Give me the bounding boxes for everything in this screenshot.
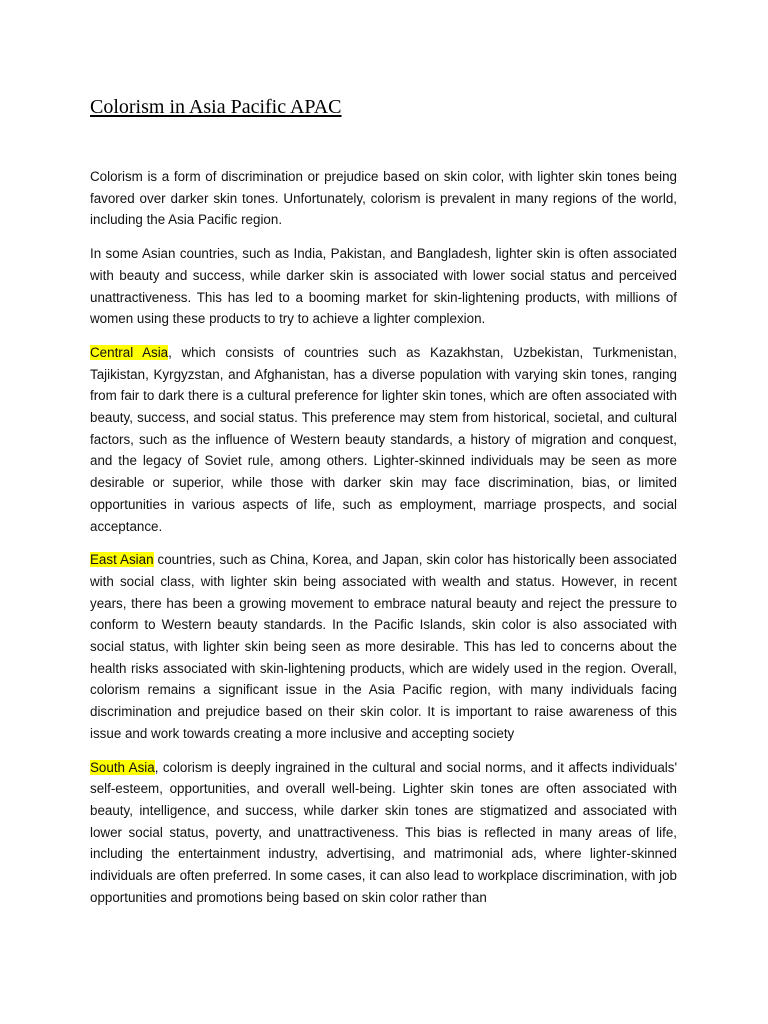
paragraph-east-asia	[90, 549, 677, 744]
paragraph-text: , colorism is deeply ingrained in the cultural and social norms, and it affects individuals' self-esteem, opportunities, and overall well-being. Lighter skin tones are often associated with beauty, intelligence, and success, while darker skin tones are stigmatized and associated with lower social status, poverty, and unattractiveness. This bias is reflected in many areas of life, including the entertainment industry, advertising, and matrimonial ads, where lighter-skinned individuals are often preferred. In some cases, it can also lead to workplace discrimination, with job opportunities and promotions being based on skin color rather than	[90, 759, 677, 905]
highlighted-term: East Asian	[90, 552, 154, 568]
paragraph-text: Colorism is a form of discrimination or prejudice based on skin color, with lighter skin tones being favored over darker skin tones. Unfortunately, colorism is prevalent in many regions of the world, including the Asia Pacific region.	[90, 169, 677, 228]
page-title: Colorism in Asia Pacific APAC	[90, 96, 342, 118]
document-body	[90, 166, 677, 921]
paragraph-text: countries, such as China, Korea, and Japan, skin color has historically been associated with social class, with lighter skin being associated with wealth and status. However, in recent years, there has been a growing movement to embrace natural beauty and reject the pressure to conform to Western beauty standards. In the Pacific Islands, skin color is also associated with social status, with lighter skin being seen as more desirable. This has led to concerns about the health risks associated with skin-lightening products, which are widely used in the region. Overall, colorism remains a significant issue in the Asia Pacific region, with many individuals facing discrimination and prejudice based on their skin color. It is important to raise awareness of this issue and work towards creating a more inclusive and accepting society	[90, 552, 678, 741]
paragraph-text: , which consists of countries such as Kazakhstan, Uzbekistan, Turkmenistan, Tajikistan, Kyrgyzstan, and Afghanistan, has a diverse population with varying skin tones, ranging from fair to dark there is a cultural preference for lighter skin tones, which are often associated with beauty, success, and social status. This preference may stem from historical, societal, and cultural factors, such as the influence of Western beauty standards, a history of migration and conquest, and the legacy of Soviet rule, among others. Lighter-skinned individuals may be seen as more desirable or superior, while those with darker skin may face discrimination, bias, or limited opportunities in various aspects of life, such as employment, marriage prospects, and social acceptance.	[90, 344, 677, 534]
highlighted-term: South Asia	[90, 759, 155, 775]
paragraph-intro	[90, 166, 677, 231]
paragraph-text: In some Asian countries, such as India, Pakistan, and Bangladesh, lighter skin is often associated with beauty and success, while darker skin is associated with lower social status and perceived unattractiveness. This has led to a booming market for skin-lightening products, with millions of women using these products to try to achieve a lighter complexion.	[90, 246, 677, 327]
paragraph-south-asia	[90, 757, 677, 909]
highlighted-term: Central Asia	[90, 344, 169, 360]
paragraph-south-asian-countries	[90, 243, 677, 330]
paragraph-central-asia	[90, 342, 677, 537]
